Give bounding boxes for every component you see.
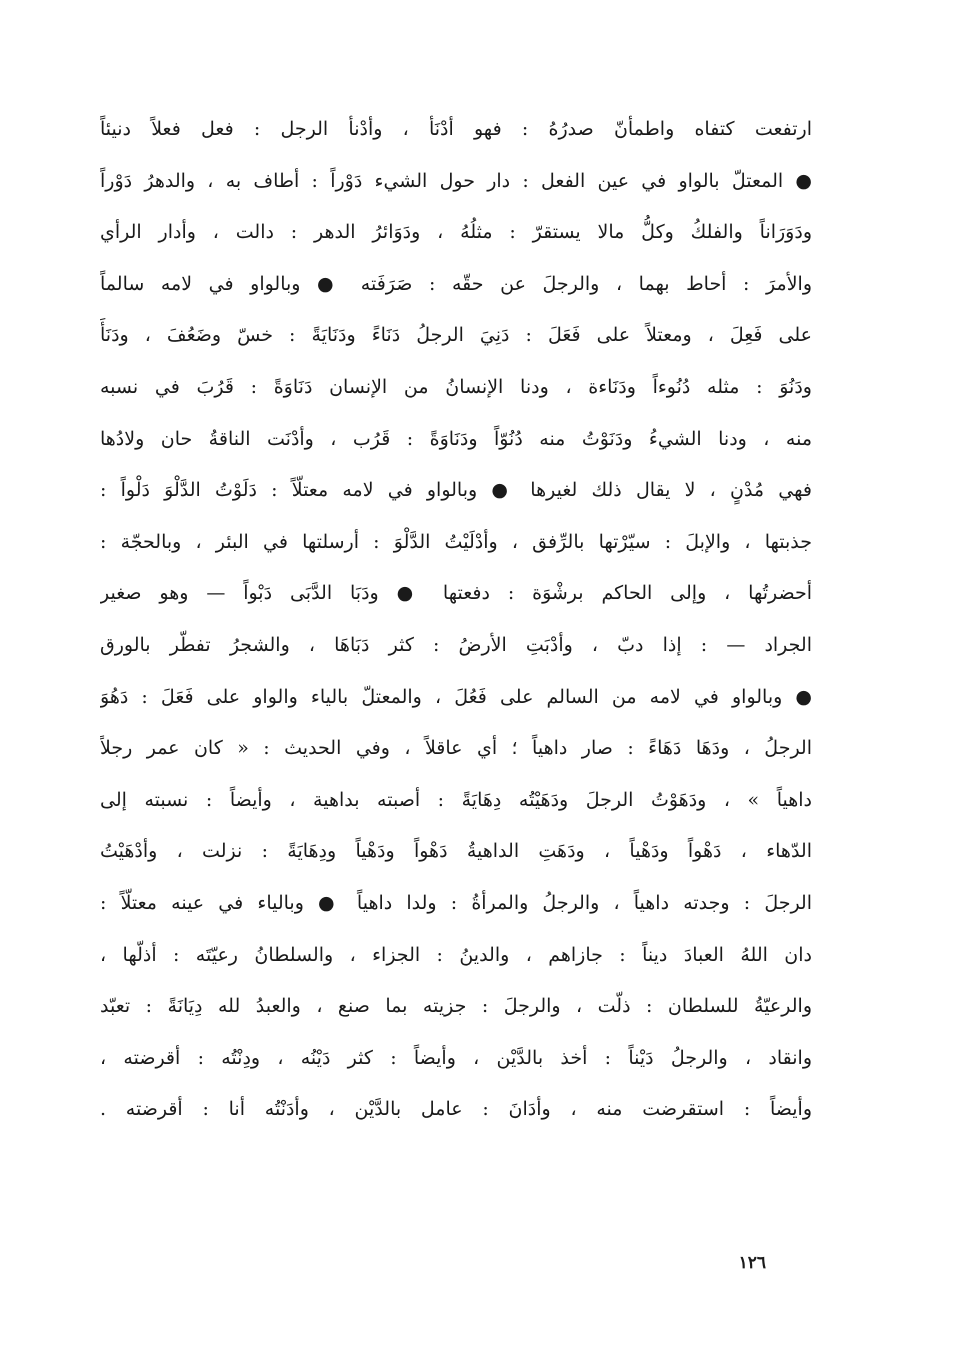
text-line: الجراد — : إذا دبّ ، وأدْبَتِ الأرضُ : كثر دَبَاهَا ، والشجرُ تفطّر بالورق <box>100 633 812 656</box>
text-line: جذبتها ، والإبلَ : سيّرْتها بالرِّفق ، وأدْلَيْتُ الدَّلْوَ : أرسلتها في البئر ، وبالحجّة : <box>100 530 812 553</box>
text-line: ● وبالواو في لامه من السالم على فَعُلَ ، والمعتلّ بالياء والواو على فَعَلَ : دَهُوَ <box>100 685 812 708</box>
text-line: الرجلَ : وجدته داهياً ، والرجلُ والمرأةُ : ولدا داهياً ● وبالياء في عينه معتلّاً : <box>100 891 812 914</box>
text-line: الرجلُ ، ودَهَا دَهَاءً : صار داهياً ؛ أي عاقلاً ، وفي الحديث : « كان عمر رجلاً <box>100 737 812 760</box>
text-line: الدّهاء ، دَهْواً ودَهْياً ، ودَهَتِ الداهيةُ دَهْواً ودَهْياً ودِهَايَةً : نزلت ، وأدْهَيْتُ <box>100 840 812 863</box>
text-line: ● المعتلّ بالواو في عين الفعل : دار حول الشيء دَوْراً : أطاف به ، والدهرُ دَوْراً <box>100 169 812 192</box>
text-line: وأيضاً : استقرضت منه ، وأدَانَ : عامل بالدَّيْن ، وأدَنْتُه أنا : أقرضته . <box>100 1098 812 1121</box>
page-number: ١٢٦ <box>738 1253 766 1273</box>
text-line: على فَعِلَ ، ومعتلاً على فَعَلَ : دَنِيَ الرجلُ دَنَاءً ودَنَايَةً : خسّ وضَعُفَ ، ودَنَأَ <box>100 324 812 347</box>
text-line: ارتفعت كتفاه واطمأنّ صدرُهُ : فهو أدْنَأ ، وأدْنأ الرجل : فعل فعلاً دنيئاً <box>100 118 812 140</box>
text-line: أحضرتُها ، وإلى الحاكم برشْوَة : دفعتها ● ودَبَا الدَّبَى دَبْواً — وهو صغير <box>100 582 812 605</box>
text-line: والأمرَ : أحاط بهما ، والرجلَ عن حقّه : صَرَفَته ● وبالواو في لامه سالماً <box>100 272 812 295</box>
text-line: والرعيّةُ للسلطان : ذلّت ، والرجلَ : جزيته بما صنع ، والعبدُ لله دِيَانَةً : تعبّد <box>100 995 812 1018</box>
text-line: ودَنُوَ : مثله دُنُوءاً ودَنَاءة ، ودنا الإنسانُ من الإنسان دَنَاوَةً : قَرُبَ في نسبه <box>100 375 812 398</box>
text-line: داهياً » ، ودَهَوْتُ الرجلَ ودَهَيْتُه دِهَايَةً : أصبته بداهية ، وأيضاً : نسبته إلى <box>100 788 812 811</box>
text-line: دان اللهُ العبادَ ديناً : جازاهم ، والدينُ : الجزاء ، والسلطانُ رعيّتَه : أذلّها ، <box>100 943 812 966</box>
text-line: فهي مُدْنٍ ، لا يقال ذلك لغيرها ● وبالواو في لامه معتلّاً : دَلَوْتُ الدَّلْوَ دَلْواً : <box>100 479 812 502</box>
body-text <box>100 104 812 1136</box>
text-line: ودَوَرَاناً والفلكُ وكلُّ مالا يستقرّ : مثلُهُ ، ودَوَائرُ الدهر : دالت ، وأدار الرأي <box>100 221 812 244</box>
text-line: منه ، ودنا الشيءُ ودَنَوْتُ منه دُنُوّاً ودَنَاوَةً : قَرُب ، وأدْنَت الناقةُ حان ولادُها <box>100 427 812 450</box>
text-line: وانقاد ، والرجلُ دَيْناً : أخذ بالدَّيْن ، وأيضاً : كثر دَيْنُه ، ودِنْتُه : أقرضته ، <box>100 1046 812 1069</box>
